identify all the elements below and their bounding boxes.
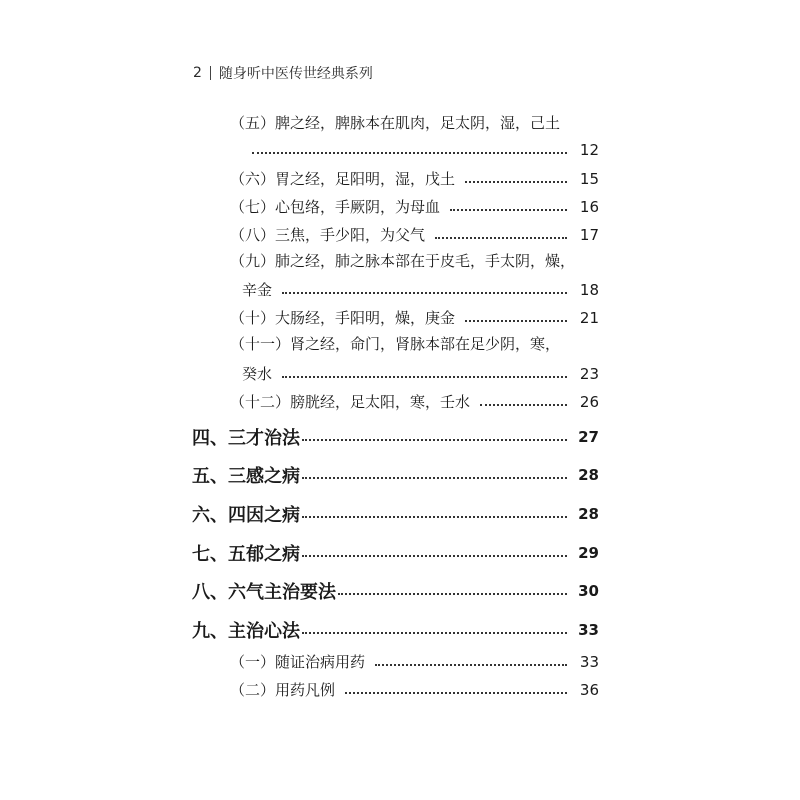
toc-page-number: 33 [579, 652, 599, 671]
toc-entry-title: （十二）膀胱经，足太阳，寒，壬水 [230, 393, 471, 411]
toc-entry-title: （二）用药凡例 [230, 681, 336, 699]
toc-entry-5-line1: （五）脾之经，脾脉本在肌肉，足太阴，湿，己土 [230, 114, 561, 132]
toc-entry-11-line2[interactable] [242, 363, 599, 384]
toc-page-number: 27 [578, 428, 599, 446]
toc-page-number: 28 [578, 505, 599, 523]
dot-leader [465, 181, 567, 183]
running-header [193, 63, 373, 83]
header-page-number: 2 [193, 65, 202, 81]
dot-leader [302, 632, 567, 634]
dot-leader [465, 320, 567, 322]
dot-leader [302, 477, 567, 479]
toc-entry-7[interactable] [230, 196, 599, 217]
toc-page-number: 21 [579, 308, 599, 327]
toc-section-title: 四、三才治法 [192, 428, 300, 449]
toc-page-number: 16 [579, 197, 599, 216]
dot-leader [450, 209, 567, 211]
toc-page-number: 30 [578, 582, 599, 600]
toc-page-number: 18 [579, 280, 599, 299]
dot-leader [302, 439, 567, 441]
toc-entry-9-2[interactable] [230, 679, 599, 700]
toc-page-number: 29 [578, 544, 599, 562]
toc-entry-11-line1: （十一）肾之经，命门，肾脉本部在足少阴，寒， [230, 335, 561, 353]
toc-page-number: 17 [579, 225, 599, 244]
dot-leader [338, 593, 567, 595]
toc-entry-8[interactable] [230, 224, 599, 245]
toc-page-number: 15 [579, 169, 599, 188]
toc-entry-title: （七）心包络，手厥阴，为母血 [230, 198, 441, 216]
toc-entry-title: （六）胃之经，足阳明，湿，戊土 [230, 170, 456, 188]
toc-section-4[interactable] [192, 424, 599, 450]
toc-entry-5-line2[interactable] [252, 141, 599, 159]
dot-leader [282, 292, 567, 294]
dot-leader [282, 376, 567, 378]
toc-entry-9-1[interactable] [230, 651, 599, 672]
toc-entry-title: 癸水 [242, 365, 273, 383]
toc-page-number: 26 [579, 392, 599, 411]
toc-entry-title: 辛金 [242, 281, 273, 299]
dot-leader [302, 516, 567, 518]
dot-leader [480, 404, 567, 406]
toc-page-number: 23 [579, 364, 599, 383]
toc-entry-6[interactable] [230, 168, 599, 189]
dot-leader [302, 555, 567, 557]
toc-section-9[interactable] [192, 617, 599, 643]
toc-entry-9-line2[interactable] [242, 279, 599, 300]
toc-section-title: 七、五郁之病 [192, 544, 300, 565]
header-divider [210, 66, 211, 80]
toc-entry-9-line1: （九）肺之经，肺之脉本部在于皮毛，手太阴，燥， [230, 252, 576, 270]
toc-entry-title: （一）随证治病用药 [230, 653, 366, 671]
toc-section-7[interactable] [192, 540, 599, 566]
toc-section-title: 六、四因之病 [192, 505, 300, 526]
dot-leader [252, 152, 567, 154]
dot-leader [375, 664, 567, 666]
toc-section-5[interactable] [192, 462, 599, 488]
dot-leader [345, 692, 567, 694]
toc-entry-title: （十）大肠经，手阳明，燥，庚金 [230, 309, 456, 327]
toc-section-title: 五、三感之病 [192, 466, 300, 487]
toc-section-6[interactable] [192, 501, 599, 527]
dot-leader [435, 237, 567, 239]
toc-section-title: 九、主治心法 [192, 621, 300, 642]
toc-section-title: 八、六气主治要法 [192, 582, 336, 603]
toc-page-number: 28 [578, 466, 599, 484]
toc-page-number: 33 [578, 621, 599, 639]
toc-entry-title: （八）三焦，手少阳，为父气 [230, 226, 426, 244]
toc-entry-12[interactable] [230, 391, 599, 412]
toc-section-8[interactable] [192, 578, 599, 604]
toc-page-number: 12 [579, 141, 599, 159]
toc-page-number: 36 [579, 680, 599, 699]
toc-entry-10[interactable] [230, 307, 599, 328]
header-series-title: 随身听中医传世经典系列 [218, 66, 373, 82]
